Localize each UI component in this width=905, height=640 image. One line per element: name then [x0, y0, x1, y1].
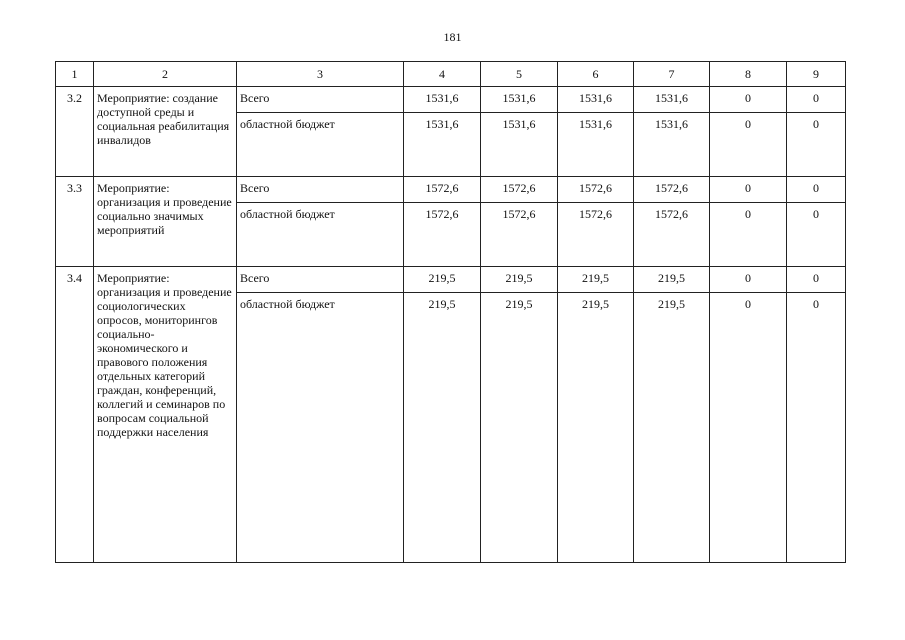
funding-source: областной бюджет [237, 203, 404, 267]
column-header: 8 [710, 62, 787, 87]
value-cell: 1531,6 [634, 87, 710, 113]
value-cell: 1572,6 [634, 203, 710, 267]
column-header: 4 [404, 62, 481, 87]
value-cell: 0 [710, 87, 787, 113]
funding-source: Всего [237, 87, 404, 113]
value-cell: 0 [710, 113, 787, 177]
value-cell: 0 [787, 87, 846, 113]
value-cell: 1572,6 [481, 177, 558, 203]
value-cell: 219,5 [634, 293, 710, 563]
value-cell: 219,5 [481, 267, 558, 293]
activity-name: Мероприятие: организация и проведение социологических опросов, мониторингов социально-экономического и правового положения отдельных категорий граждан, конференций, коллегий и семинаров по вопросам социальной поддержки населения [94, 267, 237, 563]
value-cell: 0 [710, 177, 787, 203]
value-cell: 1572,6 [634, 177, 710, 203]
value-cell: 1531,6 [558, 87, 634, 113]
value-cell: 219,5 [481, 293, 558, 563]
column-header: 3 [237, 62, 404, 87]
funding-source: областной бюджет [237, 293, 404, 563]
row-number: 3.2 [56, 87, 94, 177]
value-cell: 1531,6 [404, 113, 481, 177]
column-header: 9 [787, 62, 846, 87]
column-header: 2 [94, 62, 237, 87]
value-cell: 0 [787, 203, 846, 267]
value-cell: 219,5 [404, 267, 481, 293]
value-cell: 0 [710, 203, 787, 267]
value-cell: 0 [787, 267, 846, 293]
value-cell: 219,5 [558, 267, 634, 293]
column-header: 5 [481, 62, 558, 87]
column-header: 1 [56, 62, 94, 87]
funding-source: областной бюджет [237, 113, 404, 177]
activity-name: Мероприятие: организация и проведение социально значимых мероприятий [94, 177, 237, 267]
page-number: 181 [443, 30, 462, 44]
row-number: 3.4 [56, 267, 94, 563]
value-cell: 0 [787, 177, 846, 203]
value-cell: 219,5 [404, 293, 481, 563]
table-row [56, 267, 846, 293]
funding-source: Всего [237, 177, 404, 203]
value-cell: 1531,6 [481, 87, 558, 113]
value-cell: 1572,6 [404, 203, 481, 267]
value-cell: 1531,6 [634, 113, 710, 177]
value-cell: 219,5 [634, 267, 710, 293]
table-row [56, 87, 846, 113]
value-cell: 1531,6 [404, 87, 481, 113]
value-cell: 0 [787, 293, 846, 563]
funding-table [55, 61, 846, 563]
funding-source: Всего [237, 267, 404, 293]
value-cell: 0 [710, 267, 787, 293]
value-cell: 1572,6 [481, 203, 558, 267]
value-cell: 1572,6 [558, 177, 634, 203]
value-cell: 219,5 [558, 293, 634, 563]
value-cell: 1572,6 [404, 177, 481, 203]
table-row [56, 177, 846, 203]
table-header-row [56, 62, 846, 87]
value-cell: 1531,6 [481, 113, 558, 177]
value-cell: 1531,6 [558, 113, 634, 177]
column-header: 6 [558, 62, 634, 87]
value-cell: 1572,6 [558, 203, 634, 267]
column-header: 7 [634, 62, 710, 87]
row-number: 3.3 [56, 177, 94, 267]
activity-name: Мероприятие: создание доступной среды и социальная реабилитация инвалидов [94, 87, 237, 177]
value-cell: 0 [710, 293, 787, 563]
value-cell: 0 [787, 113, 846, 177]
